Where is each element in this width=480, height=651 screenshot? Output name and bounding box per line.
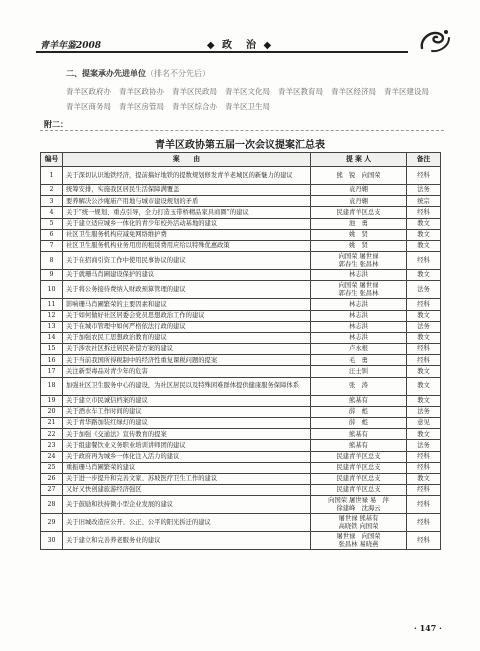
table-row	[41, 473, 441, 484]
unit-name: 青羊区民政局	[172, 87, 217, 96]
cell-note: 教文	[407, 332, 441, 343]
cell-proposer: 林志洪	[311, 310, 407, 321]
unit-name: 青羊区文化局	[225, 87, 270, 96]
cell-note: 经科	[407, 532, 441, 550]
cell-note: 教文	[407, 229, 441, 240]
cell-proposer: 袁丹翱	[311, 196, 407, 207]
cell-number: 1	[41, 167, 63, 185]
cell-reason: 关于涉农社区拆迁居民补偿方案的建议	[63, 344, 311, 355]
cell-reason: 关于建立适应城乡一体化的青少年校外活动基地的建议	[63, 218, 311, 229]
cell-note: 经科	[407, 462, 441, 473]
table-row	[41, 485, 441, 496]
cell-proposer: 民建青羊区总支	[311, 451, 407, 462]
cell-proposer: 熊基有	[311, 395, 407, 406]
cell-number: 28	[41, 496, 63, 514]
table-row	[41, 196, 441, 207]
divider	[40, 130, 444, 131]
cell-number: 3	[41, 196, 63, 207]
unit-name: 青羊区综合办	[172, 102, 217, 111]
header-rule	[36, 51, 408, 53]
cell-note: 经科	[407, 485, 441, 496]
cell-reason: 关于建立和完善养老服务业的建议	[63, 532, 311, 550]
cell-proposer: 熊 锐 向国荣	[311, 167, 407, 185]
cell-note: 教文	[407, 310, 441, 321]
page-number: · 147 ·	[414, 623, 442, 633]
cell-reason: 关于青华路加装红绿灯的建议	[63, 418, 311, 429]
cell-number: 20	[41, 406, 63, 417]
cell-proposer: 姚 贤	[311, 229, 407, 240]
table-row	[41, 167, 441, 185]
cell-number: 7	[41, 240, 63, 251]
unit-name: 青羊区商务局	[66, 102, 111, 111]
cell-number: 10	[41, 281, 63, 299]
cell-proposer: 薛 彪	[311, 406, 407, 417]
cell-note: 法务	[407, 406, 441, 417]
cell-reason: 关于在招商引资工作中使用民事协议的建议	[63, 252, 311, 270]
cell-number: 4	[41, 207, 63, 218]
unit-name: 青羊区教育局	[278, 87, 323, 96]
cell-proposer: 卢永根	[311, 344, 407, 355]
table-title: 青羊区政协第五届一次会议提案汇总表	[155, 140, 325, 151]
cell-note: 经科	[407, 355, 441, 366]
proposal-table	[40, 152, 441, 550]
cell-reason: 关于当前我国所得税制中的经济性重复课税问题的提案	[63, 355, 311, 366]
unit-name: 青羊区建设局	[384, 87, 429, 96]
cell-proposer: 向国荣 屠世禄 易 萍 徐建峰 沈海云	[311, 496, 407, 514]
cell-note: 经科	[407, 344, 441, 355]
swirl-logo-icon	[418, 26, 452, 54]
cell-reason: 关于进一步提升和完善文家、苏坡医疗卫生工作的建议	[63, 473, 311, 484]
cell-proposer: 屠世禄 熊基有 高晓铁 向国荣	[311, 514, 407, 532]
table-row	[41, 462, 441, 473]
cell-reason: 社区卫生服务机构应减免网络维护费	[63, 229, 311, 240]
cell-number: 24	[41, 451, 63, 462]
cell-note: 经科	[407, 252, 441, 270]
cell-note: 教文	[407, 366, 441, 377]
cell-number: 15	[41, 344, 63, 355]
table-row	[41, 344, 441, 355]
unit-name: 青羊区卫生局	[225, 102, 270, 111]
cell-reason: 关于如何做好社区居委会党员思想政治工作的建议	[63, 310, 311, 321]
cell-reason: 关注新型毒品对青少年的危害	[63, 366, 311, 377]
cell-number: 19	[41, 395, 63, 406]
cell-note: 教文	[407, 429, 441, 440]
cell-reason: 重振珊马肖圃繁荣的建议	[63, 462, 311, 473]
cell-number: 23	[41, 440, 63, 451]
col-header-number: 编号	[41, 153, 63, 167]
cell-proposer: 薛 彪	[311, 418, 407, 429]
running-title: 青羊年鉴2008	[40, 41, 102, 51]
section-heading: ◆ 政 治 ◆	[206, 40, 274, 51]
cell-number: 14	[41, 332, 63, 343]
cell-number: 29	[41, 514, 63, 532]
table-row	[41, 332, 441, 343]
cell-reason: 关于就珊马肖圃建设保护的建议	[63, 270, 311, 281]
col-header-note: 备注	[407, 153, 441, 167]
cell-number: 26	[41, 473, 63, 484]
cell-note: 经科	[407, 167, 441, 185]
cell-reason: 统筹安排，实施我区居民生活保障满覆盖	[63, 185, 311, 196]
cell-proposer: 熊基有	[311, 429, 407, 440]
cell-reason: 关于酒水车工作时间的建议	[63, 406, 311, 417]
cell-number: 25	[41, 462, 63, 473]
cell-proposer: 熊基有	[311, 440, 407, 451]
cell-number: 21	[41, 418, 63, 429]
cell-proposer: 民建青羊区总支	[311, 462, 407, 473]
cell-note: 法务	[407, 281, 441, 299]
cell-note: 教文	[407, 218, 441, 229]
cell-reason: 影响珊马肖圃繁荣的主要因素和建议	[63, 299, 311, 310]
cell-reason: 加强社区卫生服务中心的建设，为社区居民以及特殊困难群体提供健康服务保障体系	[63, 377, 311, 395]
cell-note: 教文	[407, 395, 441, 406]
cell-proposer: 袁丹翱	[311, 185, 407, 196]
table-row	[41, 429, 441, 440]
cell-reason: 关于建立市民诚信档案的建议	[63, 395, 311, 406]
table-row	[41, 229, 441, 240]
section-title	[66, 68, 210, 79]
cell-number: 17	[41, 366, 63, 377]
table-header-row	[41, 153, 441, 167]
table-row	[41, 207, 441, 218]
cell-proposer: 林志洪	[311, 332, 407, 343]
cell-proposer: 向国荣 屠世禄 郭春生 张昌林	[311, 281, 407, 299]
cell-reason: 关于在城市管理中如何严格依法行政的建议	[63, 321, 311, 332]
cell-note: 统宗	[407, 196, 441, 207]
cell-reason: 社区卫生服务机构业务用房的租赁费用应给以特殊优惠政策	[63, 240, 311, 251]
cell-reason: 关于深切认识地铁经济，提前搞好地铁的提数规划修发青羊老城区的新魅力的建议	[63, 167, 311, 185]
section-note: （排名不分先后）	[146, 69, 210, 78]
table-row	[41, 532, 441, 550]
cell-number: 18	[41, 377, 63, 395]
table-row	[41, 418, 441, 429]
cell-number: 2	[41, 185, 63, 196]
table-row	[41, 185, 441, 196]
cell-proposer: 汪士钏	[311, 366, 407, 377]
cell-reason: 关于政府再为城乡一体化注入活力的建议	[63, 451, 311, 462]
cell-number: 11	[41, 299, 63, 310]
table-row	[41, 321, 441, 332]
cell-note: 教文	[407, 240, 441, 251]
col-header-reason: 案 由	[63, 153, 311, 167]
cell-reason: 关于“统一规划、重点引导，全力打造玉带桥精品家具商圈”的建议	[63, 207, 311, 218]
cell-note: 教文	[407, 270, 441, 281]
table-row	[41, 310, 441, 321]
cell-proposer: 张 涛	[311, 377, 407, 395]
cell-number: 27	[41, 485, 63, 496]
cell-note: 经科	[407, 299, 441, 310]
cell-reason: 要养解决公沙庵庙产用地与城市建设规划的矛盾	[63, 196, 311, 207]
unit-name: 青羊区政府办	[66, 87, 111, 96]
cell-number: 8	[41, 252, 63, 270]
cell-number: 30	[41, 532, 63, 550]
cell-note: 法务	[407, 440, 441, 451]
cell-proposer: 屠世禄 向国荣 张昌林 易晓燕	[311, 532, 407, 550]
table-row	[41, 440, 441, 451]
cell-note: 教文	[407, 473, 441, 484]
cell-proposer: 林志洪	[311, 321, 407, 332]
cell-number: 16	[41, 355, 63, 366]
cell-note: 经科	[407, 207, 441, 218]
page-header	[0, 0, 480, 52]
cell-number: 9	[41, 270, 63, 281]
unit-list	[66, 84, 446, 114]
unit-name: 青羊区政协办	[119, 87, 164, 96]
table-row	[41, 496, 441, 514]
table-row	[41, 406, 441, 417]
cell-proposer: 林志洪	[311, 270, 407, 281]
cell-note: 经科	[407, 514, 441, 532]
cell-note: 法务	[407, 185, 441, 196]
cell-number: 5	[41, 218, 63, 229]
cell-reason: 关于将公务接待费纳入财政预算管理的建议	[63, 281, 311, 299]
cell-note: 教文	[407, 377, 441, 395]
cell-note: 经科	[407, 451, 441, 462]
cell-number: 12	[41, 310, 63, 321]
cell-number: 13	[41, 321, 63, 332]
cell-proposer: 池 勇	[311, 218, 407, 229]
cell-proposer: 民建青羊区总支	[311, 473, 407, 484]
cell-number: 22	[41, 429, 63, 440]
table-row	[41, 270, 441, 281]
cell-reason: 关于加强《交通法》宣传教育的提案	[63, 429, 311, 440]
cell-reason: 又好又快创建旅游经济强区	[63, 485, 311, 496]
cell-proposer: 林志洪	[311, 299, 407, 310]
col-header-proposer: 提 案 人	[311, 153, 407, 167]
cell-reason: 关于鼓励和扶持微小型企业发展的建议	[63, 496, 311, 514]
cell-proposer: 姚 贤	[311, 240, 407, 251]
table-row	[41, 218, 441, 229]
table-row	[41, 355, 441, 366]
unit-name: 青羊区房管局	[119, 102, 164, 111]
cell-reason: 关于加强农民工思想政治教育的建议	[63, 332, 311, 343]
cell-proposer: 民建青羊区总支	[311, 485, 407, 496]
cell-reason: 关于旧城改造应公开、公正、公平的阳光拆迁的建议	[63, 514, 311, 532]
table-row	[41, 377, 441, 395]
table-row	[41, 366, 441, 377]
cell-proposer: 民建青羊区总支	[311, 207, 407, 218]
table-row	[41, 252, 441, 270]
cell-proposer: 毛 勇	[311, 355, 407, 366]
table-row	[41, 240, 441, 251]
table-row	[41, 281, 441, 299]
cell-reason: 关于组建餐饮业义务职业培训讲师团的建议	[63, 440, 311, 451]
section-title-text: 二、提案承办先进单位	[66, 68, 146, 78]
cell-number: 6	[41, 229, 63, 240]
table-row	[41, 395, 441, 406]
cell-note: 经科	[407, 496, 441, 514]
cell-note: 意见	[407, 418, 441, 429]
unit-name: 青羊区经济局	[331, 87, 376, 96]
cell-note: 法务	[407, 321, 441, 332]
table-row	[41, 451, 441, 462]
table-row	[41, 514, 441, 532]
table-row	[41, 299, 441, 310]
cell-proposer: 向国荣 屠世禄 郭春生 张昌林	[311, 252, 407, 270]
attachment-label: 附二：	[44, 119, 68, 129]
